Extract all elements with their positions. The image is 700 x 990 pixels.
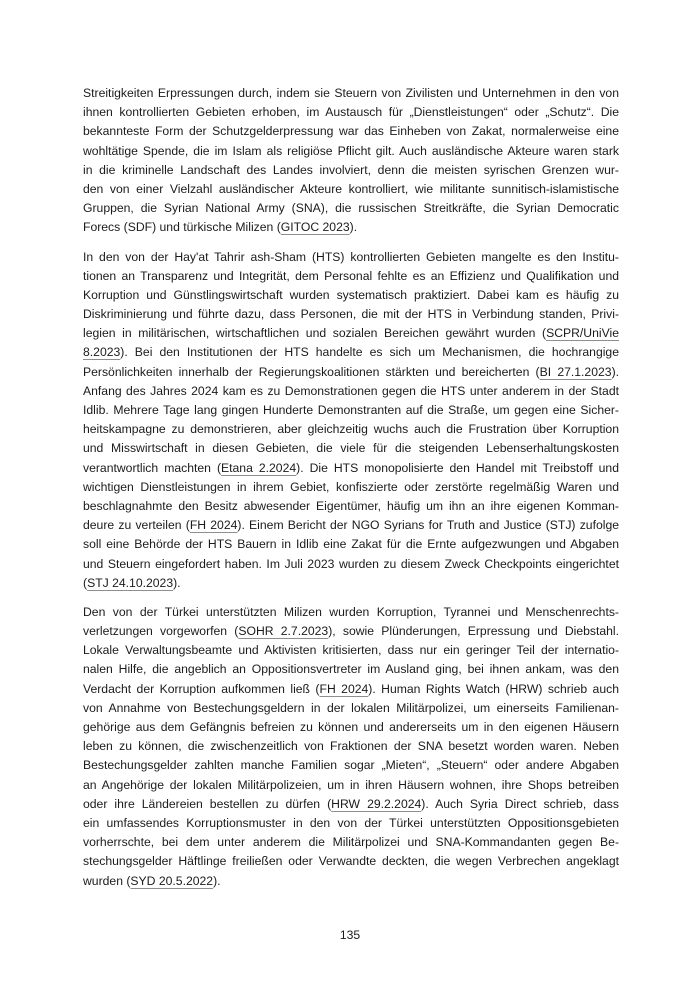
- citation-link[interactable]: GITOC 2023: [280, 220, 350, 235]
- text-line: und Misswirtschaft in diesen Gebieten, die viele für die steigenden Lebenserhaltungskosten: [83, 441, 619, 456]
- text-line: Korruption und Günstlingswirtschaft wurden systematisch praktiziert. Dabei kam es häufig zu: [83, 287, 619, 302]
- text-line: Bestechungsgelder zahlten manche Familien sogar „Mieten“, „Steuern“ oder andere Abgaben: [83, 758, 619, 773]
- text-line: wohltätige Spende, die im Islam als religiöse Pflicht gilt. Auch ausländische Akteure waren stark: [83, 143, 619, 158]
- text-line: Streitigkeiten Erpressungen durch, indem sie Steuern von Zivilisten und Unternehmen in den von: [83, 86, 619, 100]
- text-line: ihnen kontrollierten Gebieten erhoben, im Austausch für „Dienstleistungen“ oder „Schutz“. Die: [83, 105, 619, 120]
- text-line: oder ihre Ländereien bestellen zu dürfen (HRW 29.2.2024). Auch Syria Direct schrieb, dass: [83, 796, 619, 811]
- page-number: 135: [339, 928, 361, 942]
- citation-link[interactable]: SYD 20.5.2022: [130, 873, 214, 888]
- citation-link[interactable]: FH 2024: [189, 518, 238, 533]
- text-line: Den von der Türkei unterstützten Milizen wurden Korruption, Tyrannei und Menschenrechts-: [83, 604, 619, 619]
- text-line: deure zu verteilen (FH 2024). Einem Bericht der NGO Syrians for Truth and Justice (STJ) zufolge: [83, 518, 620, 533]
- paragraph: [83, 603, 619, 891]
- text-line: 8.2023). Bei den Institutionen der HTS handelte es sich um Mechanismen, die hochrangige: [83, 345, 619, 360]
- text-line: Lokale Verwaltungsbeamte und Aktivisten kritisierten, dass nur ein geringer Teil der internatio-: [83, 643, 619, 658]
- text-line: Persönlichkeiten innerhalb der Regierungskoalitionen stärkten und bereicherten (BI 27.1.2023).: [83, 364, 620, 379]
- text-line: stechungsgelder Häftlinge freiließen oder Verwandte deckten, die wegen Verbrechen angeklagt: [83, 854, 619, 869]
- paragraph: [83, 84, 619, 238]
- text-line: soll eine Behörde der HTS Bauern in Idlib eine Zakat für die Ernte aufgezwungen und Abgaben: [83, 537, 619, 552]
- text-line: nalen Hilfe, die angeblich an Oppositionsvertreter im Ausland ging, bei ihnen ankam, was den: [83, 662, 619, 677]
- citation-link[interactable]: HRW 29.2.2024: [331, 796, 422, 811]
- text-line: verletzungen vorgeworfen (SOHR 2.7.2023), sowie Plünderungen, Erpressung und Diebstahl.: [83, 624, 620, 639]
- text-line: wurden (SYD 20.5.2022).: [83, 873, 221, 888]
- text-line: ein umfassendes Korruptionsmuster in den von der Türkei unterstützten Oppositionsgebieten: [83, 815, 619, 830]
- text-line: den von einer Vielzahl ausländischer Akteure kontrolliert, wie militante sunnitisch-islamistische: [83, 181, 619, 196]
- citation-link[interactable]: FH 2024: [319, 681, 369, 696]
- text-line: leben zu können, die zwischenzeitlich von Fraktionen der SNA besetzt worden waren. Neben: [83, 739, 619, 754]
- citation-link[interactable]: Etana 2.2024: [221, 460, 297, 475]
- citation-link[interactable]: SCPR/UniVie: [546, 326, 619, 341]
- text-line: In den von der Hay'at Tahrir ash-Sham (HTS) kontrollierten Gebieten mangelte es den Institu-: [83, 249, 619, 264]
- text-line: Forecs (SDF) und türkische Milizen (GITOC 2023).: [83, 220, 358, 235]
- text-line: Verdacht der Korruption aufkommen ließ (FH 2024). Human Rights Watch (HRW) schrieb auch: [83, 681, 619, 696]
- page-body: [83, 84, 619, 901]
- text-line: (STJ 24.10.2023).: [83, 575, 181, 590]
- text-line: tionen an Transparenz und Integrität, dem Personal fehlte es an Effizienz und Qualifikation und: [83, 268, 619, 283]
- text-line: an Angehörige der lokalen Militärpolizeien, um in ihren Häusern wohnen, ihre Shops betreiben: [83, 777, 619, 792]
- text-line: bekannteste Form der Schutzgelderpressung war das Einheben von Zakat, normalerweise eine: [83, 124, 619, 139]
- text-line: und Steuern eingefordert haben. Im Juli 2023 wurden zu diesem Zweck Checkpoints eingerichtet: [83, 556, 619, 571]
- paragraph: [83, 248, 619, 593]
- citation-link[interactable]: 8.2023: [83, 345, 121, 360]
- text-line: Diskriminierung und führte dazu, dass Personen, die mit der HTS in Verbindung standen, Privi-: [83, 307, 619, 322]
- text-line: beschlagnahmte den Besitz abwesender Eigentümer, häufig um ihn an ihre eigenen Komman-: [83, 498, 619, 513]
- citation-link[interactable]: STJ 24.10.2023: [87, 575, 174, 590]
- text-line: von Annahme von Bestechungsgeldern in der lokalen Militärpolizei, um einerseits Familienan-: [83, 700, 619, 715]
- text-line: in die kriminelle Landschaft des Landes involviert, denn die meisten syrischen Grenzen wur-: [83, 162, 619, 177]
- citation-link[interactable]: SOHR 2.7.2023: [238, 624, 329, 639]
- text-line: heitskampagne zu demonstrieren, aber gleichzeitig wuchs auch die Frustration über Korruption: [83, 422, 619, 437]
- text-line: legien in militärischen, wirtschaftlichen und sozialen Bereichen gewährt wurden (SCPR/UniVie: [83, 326, 619, 341]
- page-footer: [0, 926, 700, 945]
- text-line: Anfang des Jahres 2024 kam es zu Demonstrationen gegen die HTS unter anderem in der Stadt: [83, 383, 619, 398]
- text-line: Idlib. Mehrere Tage lang gingen Hunderte Demonstranten auf die Straße, um gegen eine Sicher-: [83, 403, 619, 417]
- text-line: wichtigen Dienstleistungen in ihrem Gebiet, konfiszierte oder zerstörte regelmäßig Waren und: [83, 479, 619, 494]
- citation-link[interactable]: BI 27.1.2023: [539, 364, 612, 379]
- text-line: verantwortlich machten (Etana 2.2024). Die HTS monopolisierte den Handel mit Treibstoff und: [83, 460, 619, 475]
- text-line: gehörige aus dem Gefängnis befreien zu können und andererseits um in den eigenen Häusern: [83, 720, 619, 734]
- text-line: vorherrschte, bei dem unter anderem die Militärpolizei und SNA-Kommandanten gegen Be-: [83, 835, 619, 850]
- text-line: Gruppen, die Syrian National Army (SNA), die russischen Streitkräfte, die Syrian Democratic: [83, 201, 619, 216]
